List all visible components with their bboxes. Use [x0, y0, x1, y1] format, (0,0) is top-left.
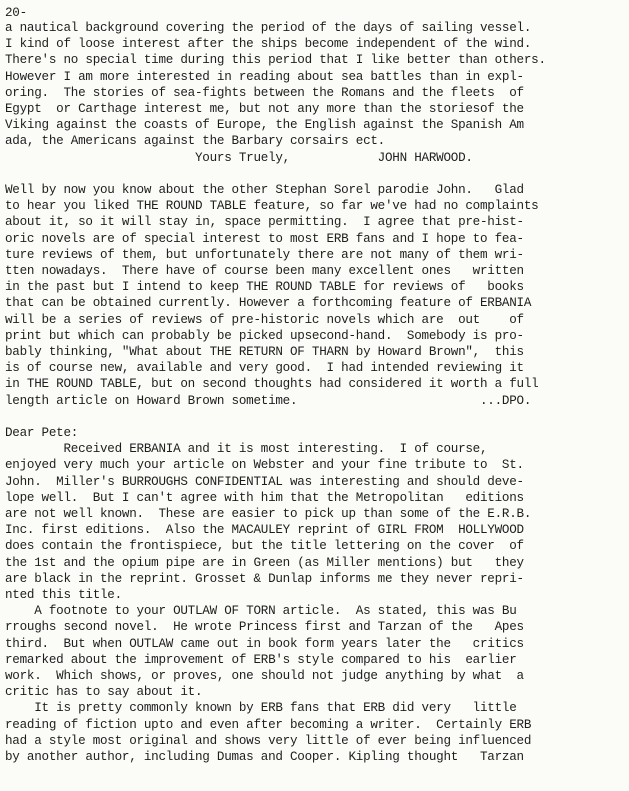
text-line: in THE ROUND TABLE, but on second thoughts had considered it worth a full [5, 377, 539, 392]
text-line: to hear you liked THE ROUND TABLE feature, so far we've had no complaints [5, 199, 539, 214]
text-line: Yours Truely, JOHN HARWOOD. [5, 150, 473, 165]
text-line: Viking against the coasts of Europe, the English against the Spanish Am [5, 118, 524, 133]
text-line: A footnote to your OUTLAW OF TORN article. As stated, this was Bu [5, 604, 517, 619]
text-line: However I am more interested in reading about sea battles than in expl- [5, 69, 524, 84]
text-line: by another author, including Dumas and Cooper. Kipling thought Tarzan [5, 750, 524, 764]
text-line: I kind of loose interest after the ships become independent of the wind. [5, 37, 532, 52]
text-line: work. Which shows, or proves, one should not judge anything by what a [5, 669, 524, 683]
text-line: in the past but I intend to keep THE ROUND TABLE for reviews of books [5, 280, 524, 295]
text-line: that can be obtained currently. However a forthcoming feature of ERBANIA [5, 296, 532, 311]
text-line: oric novels are of special interest to most ERB fans and I hope to fea- [5, 231, 524, 246]
text-line: ture reviews of them, but unfortunately there are not many of them wri- [5, 247, 524, 262]
text-line: tten nowadays. There have of course been many excellent ones written [5, 264, 524, 278]
text-line: does contain the frontispiece, but the title lettering on the cover of [5, 539, 524, 554]
text-line: is of course new, available and very good. I had intended reviewing it [5, 361, 524, 376]
text-line: are not well known. These are easier to pick up than some of the E.R.B. [5, 507, 532, 521]
text-line: Inc. first editions. Also the MACAULEY reprint of GIRL FROM HOLLYWOOD [5, 523, 524, 538]
text-line: John. Miller's BURROUGHS CONFIDENTIAL was interesting and should deve- [5, 474, 524, 489]
text-line: lope well. But I can't agree with him that the Metropolitan editions [5, 490, 524, 505]
text-line: the 1st and the opium pipe are in Green (as Miller mentions) but they [5, 555, 524, 570]
text-line: are black in the reprint. Grosset & Dunlap informs me they never repri- [5, 571, 524, 586]
text-line: bably thinking, "What about THE RETURN OF THARN by Howard Brown", this [5, 345, 524, 359]
text-line: Egypt or Carthage interest me, but not any more than the storiesof the [5, 102, 524, 116]
text-line: Received ERBANIA and it is most interesting. I of course, [5, 442, 488, 457]
text-line: will be a series of reviews of pre-historic novels which are out of [5, 312, 524, 327]
text-line: enjoyed very much your article on Webster and your fine tribute to St. [5, 458, 524, 473]
text-line: rroughs second novel. He wrote Princess first and Tarzan of the Apes [5, 620, 524, 635]
text-line: print but which can probably be picked upsecond-hand. Somebody is pro- [5, 328, 524, 343]
text-line: Well by now you know about the other Stephan Sorel parodie John. Glad [5, 183, 524, 197]
text-line: had a style most original and shows very little of ever being influenced [5, 733, 532, 748]
text-line: reading of fiction upto and even after becoming a writer. Certainly ERB [5, 717, 532, 732]
page-number: 20- [5, 6, 27, 20]
text-line: There's no special time during this period that I like better than others. [5, 53, 546, 68]
text-line: a nautical background covering the period of the days of sailing vessel. [5, 21, 532, 35]
text-line: critic has to say about it. [5, 685, 203, 700]
text-line: oring. The stories of sea-fights between the Romans and the fleets of [5, 85, 524, 100]
text-line: third. But when OUTLAW came out in book form years later the critics [5, 636, 524, 651]
text-line: ada, the Americans against the Barbary corsairs ect. [5, 134, 385, 149]
text-line: remarked about the improvement of ERB's style compared to his earlier [5, 652, 517, 667]
text-line: about it, so it will stay in, space permitting. I agree that pre-hist- [5, 215, 524, 230]
text-line: nted this title. [5, 588, 122, 602]
text-line: length article on Howard Brown sometime. ...DPO. [5, 393, 532, 408]
text-line: It is pretty commonly known by ERB fans that ERB did very little [5, 701, 517, 716]
text-line: Dear Pete: [5, 426, 79, 440]
